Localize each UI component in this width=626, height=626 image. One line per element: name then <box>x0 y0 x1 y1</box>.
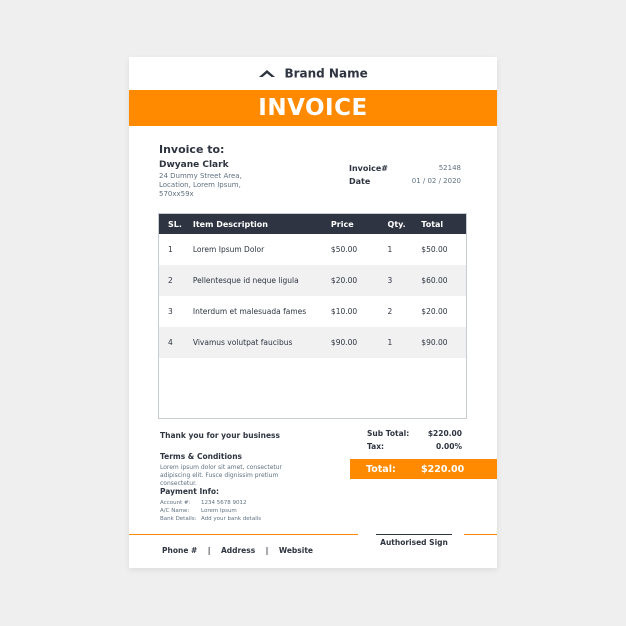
footer-divider-right <box>464 534 497 535</box>
client-name: Dwyane Clark <box>159 160 229 170</box>
header-total: Total <box>421 219 444 229</box>
table-header <box>159 214 466 234</box>
total-bar <box>350 459 497 479</box>
tax-label: Tax: <box>367 442 385 451</box>
cell-qty: 1 <box>387 245 393 254</box>
table-row <box>159 327 466 358</box>
cell-qty: 3 <box>387 276 393 285</box>
cell-total: $90.00 <box>421 338 448 347</box>
cell-price: $20.00 <box>330 276 358 285</box>
total-value: $220.00 <box>421 463 465 475</box>
cell-total: $60.00 <box>421 276 448 285</box>
invoice-number-label: Invoice# <box>349 164 388 173</box>
payment-account-row <box>160 499 320 507</box>
cell-price: $90.00 <box>330 338 358 347</box>
footer-divider-left <box>129 534 358 535</box>
subtotal-row <box>367 429 462 438</box>
invoice-date-value: 01 / 02 / 2020 <box>411 177 461 185</box>
signature-line <box>376 534 452 535</box>
invoice-to-heading: Invoice to: <box>159 143 225 156</box>
cell-sl: 2 <box>168 276 173 285</box>
cell-price: $10.00 <box>330 307 358 316</box>
footer-contacts: Phone # | Address | Website <box>162 546 313 555</box>
account-value: 1234 5678 9012 <box>201 500 247 506</box>
payment-heading: Payment Info: <box>160 487 219 496</box>
invoice-title: INVOICE <box>258 95 368 121</box>
terms-block <box>160 452 305 488</box>
brand-header <box>129 66 497 81</box>
invoice-to-block <box>159 143 259 199</box>
header-sl: SL. <box>168 219 182 229</box>
title-banner <box>129 90 497 126</box>
table-row <box>159 265 466 296</box>
subtotal-label: Sub Total: <box>367 429 410 438</box>
cell-sl: 4 <box>168 338 173 347</box>
cell-sl: 3 <box>168 307 173 316</box>
cell-description: Interdum et malesuada fames <box>192 307 307 316</box>
brand-logo-icon <box>258 69 276 78</box>
header-description: Item Description <box>192 219 268 229</box>
invoice-number-value: 52148 <box>438 164 461 172</box>
payment-bank-row <box>160 515 320 523</box>
total-label: Total: <box>366 463 396 475</box>
cell-description: Vivamus volutpat faucibus <box>192 338 293 347</box>
subtotal-value: $220.00 <box>427 429 462 438</box>
terms-text: Lorem ipsum dolor sit amet, consectetur adipiscing elit. Fusce dignissim pretium consectetur. <box>160 464 283 487</box>
items-table <box>158 213 467 419</box>
cell-price: $50.00 <box>330 245 358 254</box>
brand-name: Brand Name <box>284 66 368 81</box>
account-name-label: A/C Name: <box>160 508 190 514</box>
summary-block <box>367 429 462 455</box>
tax-row <box>367 442 462 451</box>
cell-description: Pellentesque id neque ligula <box>192 276 299 285</box>
cell-total: $50.00 <box>421 245 448 254</box>
client-address: 24 Dummy Street Area, Location, Lorem Ipsum, 570xx59x <box>159 172 242 198</box>
cell-sl: 1 <box>168 245 173 254</box>
invoice-meta <box>349 164 461 190</box>
cell-qty: 1 <box>387 338 393 347</box>
invoice-date-row <box>349 177 461 186</box>
bank-details-value: Add your bank details <box>201 516 262 522</box>
table-row <box>159 234 466 265</box>
header-qty: Qty. <box>387 219 406 229</box>
authorised-signature: Authorised Sign <box>380 538 448 547</box>
payment-info-block <box>160 487 320 523</box>
terms-heading: Terms & Conditions <box>160 452 242 461</box>
cell-total: $20.00 <box>421 307 448 316</box>
tax-value: 0.00% <box>435 442 462 451</box>
cell-description: Lorem Ipsum Dolor <box>192 245 265 254</box>
account-label: Account #: <box>160 500 191 506</box>
header-price: Price <box>330 219 354 229</box>
invoice-number-row <box>349 164 461 173</box>
thank-you-note: Thank you for your business <box>160 431 280 440</box>
account-name-value: Lorem Ipsum <box>201 508 237 514</box>
invoice-date-label: Date <box>349 177 371 186</box>
payment-name-row <box>160 507 320 515</box>
cell-qty: 2 <box>387 307 393 316</box>
table-row <box>159 296 466 327</box>
bank-details-label: Bank Details: <box>160 516 197 522</box>
invoice-sheet <box>129 57 497 568</box>
